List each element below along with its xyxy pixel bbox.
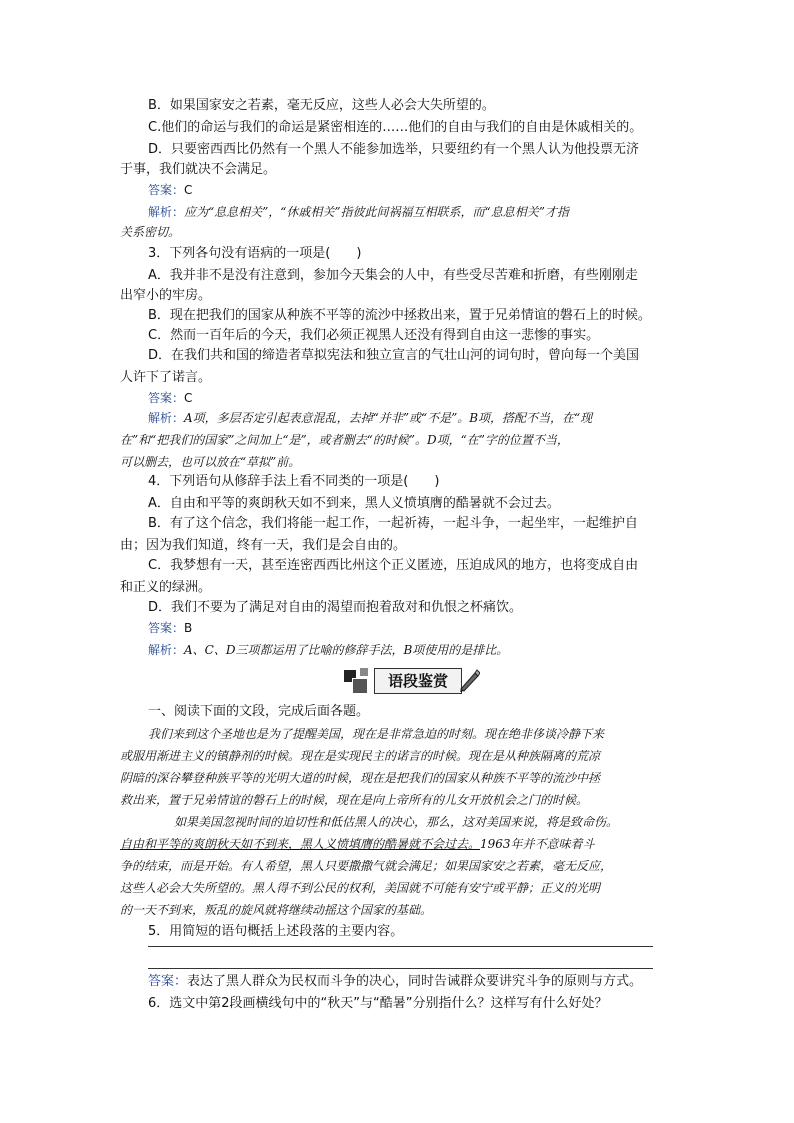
answer-value: B <box>184 621 193 635</box>
q4-option-a: A．自由和平等的爽朗秋天如不到来，黑人义愤填膺的酷暑就不会过去。 <box>148 496 560 511</box>
answer-label: 答案： <box>148 974 188 989</box>
q3-option-b: B．现在把我们的国家从种族不平等的流沙中拯救出来，置于兄弟情谊的磐石上的时候。 <box>148 308 651 323</box>
passage-p2-line1: 如果美国忽视时间的迫切性和低估黑人的决心，那么，这对美国来说，将是致命伤。 <box>174 815 619 829</box>
q2-answer <box>148 180 192 200</box>
q3-option-a-line2: 出窄小的牢房。 <box>120 288 212 303</box>
q3-option-d-line1: D．在我们共和国的缔造者草拟宪法和独立宣言的气壮山河的词句时，曾向每一个美国 <box>148 348 640 363</box>
passage-p1-line4: 救出来，置于兄弟情谊的磐石上的时候，现在是向上帝所有的儿女开放机会之门的时候。 <box>120 793 589 807</box>
passage-p1-line1: 我们来到这个圣地也是为了提醒美国，现在是非常急迫的时刻。现在绝非侈谈冷静下来 <box>148 727 605 741</box>
q3-explanation-line3: 可以删去，也可以放在“草拟”前。 <box>120 455 301 469</box>
pen-icon <box>458 668 480 692</box>
q4-option-b-line2: 由；因为我们知道，终有一天，我们是会自由的。 <box>120 538 407 553</box>
q3-option-c: C．然而一百年后的今天，我们必须正视黑人还没有得到自由这一悲惨的事实。 <box>148 328 600 343</box>
passage-p1-line3: 阴暗的深谷攀登种族平等的光明大道的时候，现在是把我们的国家从种族不平等的流沙中拯 <box>120 771 601 785</box>
q2-option-d-line1: D．只要密西西比仍然有一个黑人不能参加选举，只要纽约有一个黑人认为他投票无济 <box>148 142 640 157</box>
q3-answer <box>148 388 192 408</box>
answer-value: 表达了黑人群众为民权而斗争的决心，同时告诫群众要讲究斗争的原则与方式。 <box>187 974 643 989</box>
q3-option-a-line1: A．我并非不是没有注意到，参加今天集会的人中，有些受尽苦难和折磨，有些刚刚走 <box>148 268 638 283</box>
q2-option-d-line2: 于事，我们就决不会满足。 <box>120 162 277 177</box>
q4-option-d: D．我们不要为了满足对自由的渴望而抱着敌对和仇恨之杯痛饮。 <box>148 600 523 615</box>
q4-explanation <box>148 640 508 660</box>
q3-explanation-line2: 在”和“把我们的国家”之间加上“是”，或者删去“的时候”。D项，“在”字的位置不当， <box>120 433 569 447</box>
section-instruction: 一、阅读下面的文段，完成后面各题。 <box>148 704 370 719</box>
q4-option-b-line1: B．有了这个信念，我们将能一起工作，一起祈祷，一起斗争，一起坐牢，一起维护自 <box>148 516 638 531</box>
q3-explanation-line1 <box>148 408 592 428</box>
passage-p2-line4: 这些人必会大失所望的。黑人得不到公民的权利，美国就不可能有安宁或平静；正义的光明 <box>120 881 601 895</box>
q5-stem: 5．用简短的语句概括上述段落的主要内容。 <box>148 924 404 939</box>
q3-option-d-line2: 人许下了诺言。 <box>120 370 212 385</box>
q2-explanation-line2: 关系密切。 <box>120 225 181 239</box>
answer-value: C <box>184 183 193 197</box>
underlined-sentence: 自由和平等的爽朗秋天如不到来，黑人义愤填膺的酷暑就不会过去。 <box>120 837 481 851</box>
answer-label: 答案： <box>148 391 185 405</box>
decor-square-icon <box>352 678 368 694</box>
section-title: 语段鉴赏 <box>374 668 462 694</box>
q4-option-c-line1: C．我梦想有一天，甚至连密西西比州这个正义匿迹，压迫成风的地方，也将变成自由 <box>148 558 639 573</box>
passage-p1-line2: 或服用渐进主义的镇静剂的时候。现在是实现民主的诺言的时候。现在是从种族隔离的荒凉 <box>120 749 601 763</box>
answer-blank-line <box>148 946 653 947</box>
answer-value: C <box>184 391 193 405</box>
q2-option-c: C.他们的命运与我们的命运是紧密相连的……他们的自由与我们的自由是休戚相关的。 <box>148 120 643 135</box>
explanation-label: 解析： <box>148 205 185 219</box>
explanation-text: 应为“息息相关”，“休戚相关”指彼此间祸福互相联系，而“息息相关”才指 <box>184 205 569 219</box>
explanation-label: 解析： <box>148 411 185 425</box>
q2-explanation-line1 <box>148 202 569 222</box>
passage-text: 1963年并不意味着斗 <box>480 837 595 851</box>
q2-option-b: B．如果国家安之若素，毫无反应，这些人必会大失所望的。 <box>148 98 495 113</box>
explanation-text: A、C、D三项都运用了比喻的修辞手法，B项使用的是排比。 <box>184 643 509 657</box>
explanation-label: 解析： <box>148 643 185 657</box>
answer-label: 答案： <box>148 621 185 635</box>
passage-p2-line2 <box>120 834 595 854</box>
decor-square-icon <box>360 668 368 676</box>
section-banner <box>344 666 480 694</box>
q3-stem: 3．下列各句没有语病的一项是( ) <box>148 246 362 261</box>
q6-stem: 6．选文中第2段画横线句中的“秋天”与“酷暑”分别指什么？这样写有什么好处？ <box>148 996 608 1011</box>
answer-blank-line <box>148 968 653 969</box>
q5-answer <box>148 972 642 992</box>
passage-p2-line5: 的一天不到来，叛乱的旋风就将继续动摇这个国家的基础。 <box>120 903 433 917</box>
q4-stem: 4．下列语句从修辞手法上看不同类的一项是( ) <box>148 474 440 489</box>
q4-option-c-line2: 和正义的绿洲。 <box>120 580 212 595</box>
explanation-text: A项，多层否定引起表意混乱，去掉“并非”或“不是”。B项，搭配不当，在“现 <box>184 411 593 425</box>
answer-label: 答案： <box>148 183 185 197</box>
q4-answer <box>148 618 192 638</box>
passage-p2-line3: 争的结束，而是开始。有人希望，黑人只要撒撒气就会满足；如果国家安之若素，毫无反应， <box>120 859 613 873</box>
